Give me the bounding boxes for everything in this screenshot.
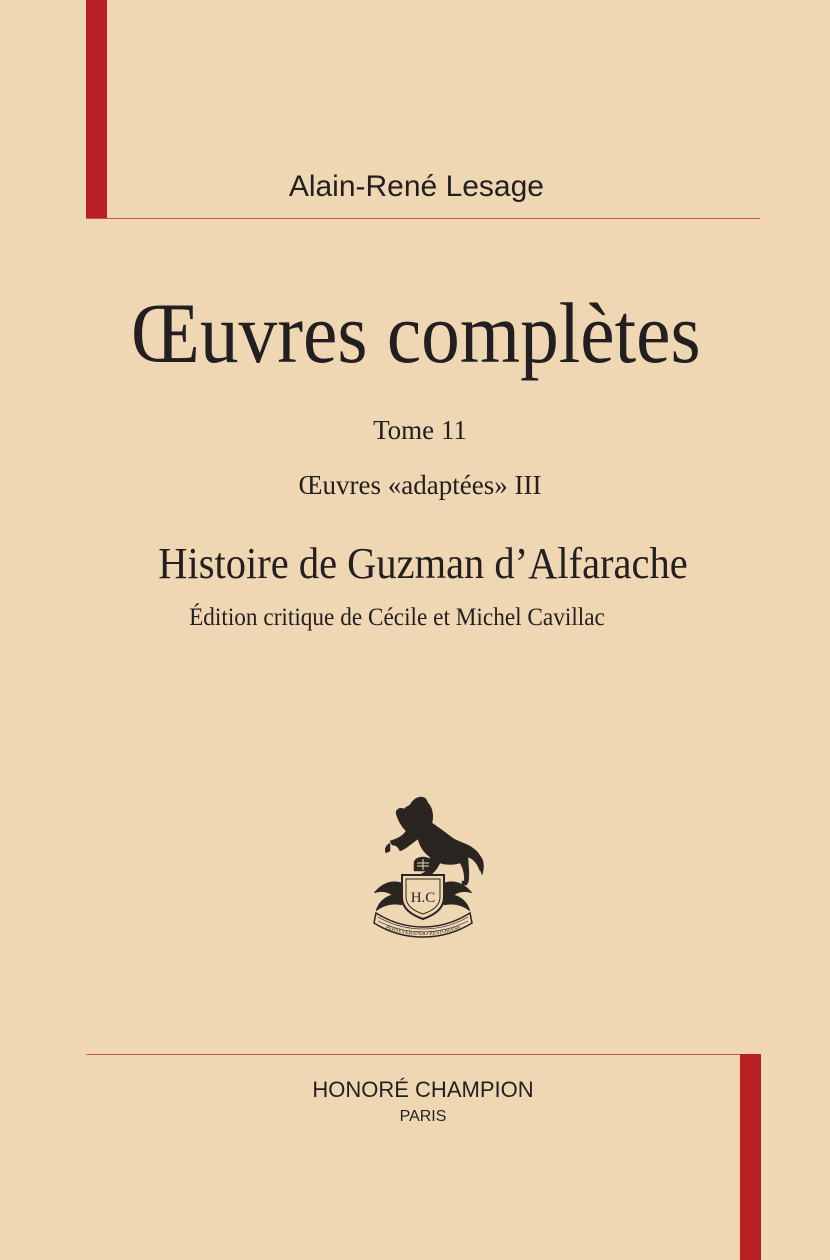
author-name: Alain-René Lesage <box>288 170 544 203</box>
series-subtitle: Œuvres «adaptées» III <box>298 470 542 500</box>
top-divider-rule <box>86 218 760 219</box>
publisher-name: HONORÉ CHAMPION <box>312 1077 534 1102</box>
volume-number: Tome 11 <box>373 415 467 445</box>
logo-motto: PERSEVERANDO RESTORANS <box>384 924 462 938</box>
bottom-divider-rule <box>86 1054 760 1055</box>
red-accent-bar-top <box>86 0 107 219</box>
work-title: Histoire de Guzman d’Alfarache <box>158 539 688 588</box>
logo-monogram: H.C <box>410 890 436 906</box>
edition-note: Édition critique de Cécile et Michel Cavillac <box>189 604 605 631</box>
book-title: Œuvres complètes <box>130 285 701 381</box>
publisher-logo-icon <box>362 793 488 939</box>
publisher-city: PARIS <box>399 1108 447 1125</box>
